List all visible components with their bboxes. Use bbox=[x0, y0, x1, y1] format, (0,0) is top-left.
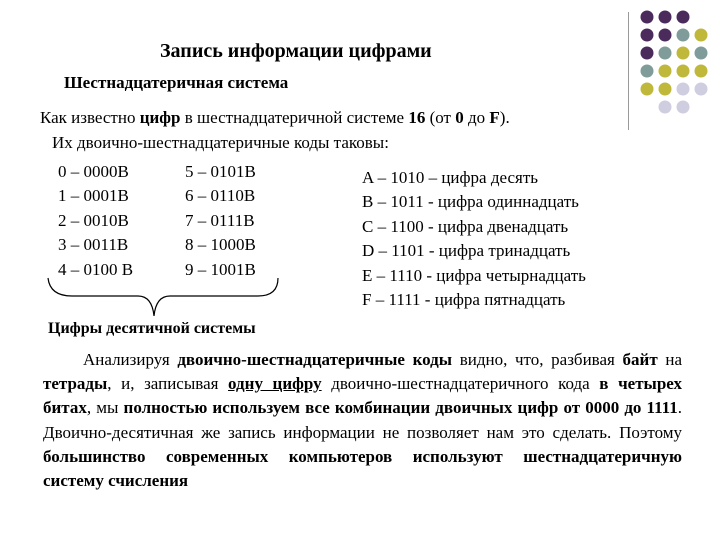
intro-line-2: Их двоично-шестнадцатеричные коды таковы: bbox=[52, 133, 389, 152]
code-item: 7 – 0111B bbox=[185, 210, 255, 230]
dot bbox=[659, 29, 672, 42]
code-item: 6 – 0110B bbox=[185, 186, 256, 206]
page-title: Запись информации цифрами bbox=[160, 40, 432, 62]
code-list-a-f bbox=[362, 166, 586, 312]
vertical-rule bbox=[628, 12, 629, 130]
dot bbox=[641, 83, 654, 96]
dot bbox=[677, 47, 690, 60]
dot bbox=[695, 29, 708, 42]
code-item: A – 1010 – цифра десять bbox=[362, 168, 539, 187]
code-item: 8 – 1000B bbox=[185, 235, 256, 255]
dot bbox=[641, 11, 654, 24]
code-list-5-9 bbox=[185, 160, 256, 282]
code-list-0-4 bbox=[58, 160, 133, 282]
section-subtitle: Шестнадцатеричная система bbox=[64, 73, 289, 92]
code-item: 3 – 0011B bbox=[58, 235, 129, 255]
code-item: D – 1101 - цифра тринадцать bbox=[362, 241, 571, 261]
dot bbox=[659, 101, 672, 114]
dot bbox=[677, 29, 690, 42]
explanation-paragraph: Анализируя двоично-шестнадцатеричные коды видно, что, разбивая байт на тетрады, и, записывая одну цифру двоично-шестнадцатеричного кода в четырех битах, мы полностью используем все комбинации двоичных цифр от 0000 до 1111. Двоично-десятичная же запись информации не позволяет нам это сделать. Поэтому большинство современных компьютеров используют шестнадцатеричную систему счисления bbox=[43, 350, 682, 491]
dot bbox=[695, 65, 708, 78]
dot bbox=[695, 83, 708, 96]
code-item: 0 – 0000B bbox=[58, 162, 129, 181]
code-item: 5 – 0101B bbox=[185, 162, 256, 181]
dot bbox=[641, 29, 654, 42]
dot bbox=[695, 47, 708, 60]
code-item: 4 – 0100 B bbox=[58, 259, 134, 279]
intro-line-1: Как известно цифр в шестнадцатеричной системе 16 (от 0 до F). bbox=[40, 108, 510, 127]
dot bbox=[641, 65, 654, 78]
dot bbox=[659, 11, 672, 24]
code-item: 9 – 1001B bbox=[185, 259, 256, 279]
code-item: 2 – 0010B bbox=[58, 210, 129, 230]
brace-label: Цифры десятичной системы bbox=[48, 320, 256, 337]
code-item: B – 1011 - цифра одиннадцать bbox=[362, 192, 579, 212]
code-item: E – 1110 - цифра четырнадцать bbox=[362, 265, 586, 285]
dot bbox=[659, 47, 672, 60]
dot bbox=[641, 47, 654, 60]
dot bbox=[677, 101, 690, 114]
code-item: F – 1111 - цифра пятнадцать bbox=[362, 290, 566, 310]
dot bbox=[677, 65, 690, 78]
code-item: C – 1100 - цифра двенадцать bbox=[362, 216, 569, 236]
dot bbox=[677, 83, 690, 96]
dot bbox=[677, 11, 690, 24]
dot bbox=[659, 83, 672, 96]
code-item: 1 – 0001B bbox=[58, 186, 129, 206]
dot bbox=[659, 65, 672, 78]
